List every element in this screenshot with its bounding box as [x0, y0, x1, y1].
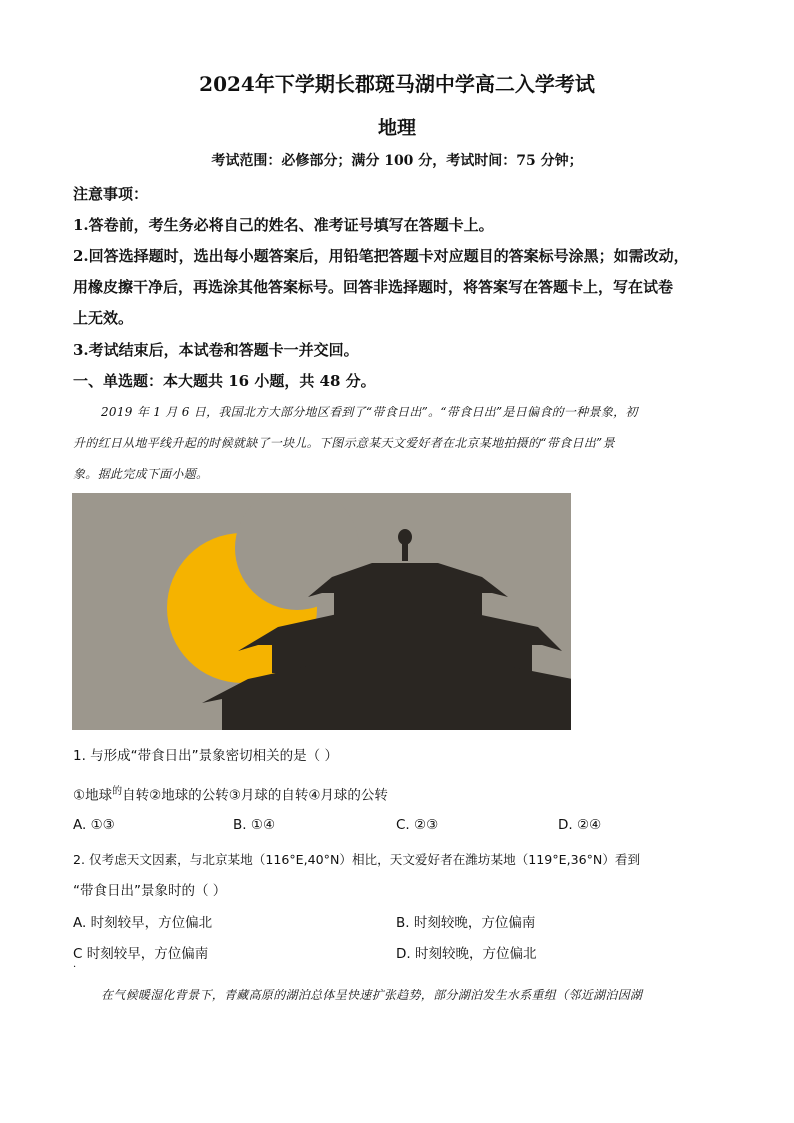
exam-subject: 地理 [377, 117, 416, 139]
passage-line-3: 象。据此完成下面小题。 [73, 467, 209, 481]
exam-title: 2024年下学期长郡斑马湖中学高二入学考试 [199, 72, 595, 96]
stray-mark: · [73, 962, 77, 973]
question-1-items: ①地球$^的$自转②地球的公转③月球的自转④月球的公转 [73, 786, 388, 804]
q2-option-b[interactable]: B. 时刻较晚，方位偏南 [396, 915, 536, 931]
note-item-1: 1.答卷前，考生务必将自己的姓名、准考证号填写在答题卡上。 [73, 216, 494, 234]
section-heading: 一、单选题：本大题共 16 小题，共 48 分。 [73, 372, 376, 390]
q1-option-b[interactable]: B. ①④ [233, 817, 276, 833]
q2-option-a[interactable]: A. 时刻较早，方位偏北 [73, 915, 213, 931]
note-item-2-line-2: 用橡皮擦干净后，再选涂其他答案标号。回答非选择题时，将答案写在答题卡上，写在试卷 [73, 278, 674, 296]
question-2-stem-line-1: 2. 仅考虑天文因素，与北京某地（116°E,40°N）相比，天文爱好者在潍坊某地（119°E,36°N）看到 [73, 852, 641, 867]
exam-meta: 考试范围：必修部分；满分 100 分，考试时间：75 分钟； [211, 153, 583, 169]
question-2-stem-line-2: “带食日出”景象时的（ ） [73, 883, 227, 899]
passage-line-2: 升的红日从地平线升起的时候就缺了一块儿。下图示意某天文爱好者在北京某地拍摄的“带食日出”景 [73, 436, 615, 450]
q1-option-a[interactable]: A. ①③ [73, 817, 115, 833]
question-1-stem: 1. 与形成“带食日出”景象密切相关的是（ ） [73, 748, 338, 764]
eclipse-sunrise-photo [72, 493, 571, 730]
passage-2-line-1: 在气候暖湿化背景下，青藏高原的湖泊总体呈快速扩张趋势，部分湖泊发生水系重组（邻近湖泊因湖 [101, 988, 643, 1002]
q2-option-d[interactable]: D. 时刻较晚，方位偏北 [396, 946, 537, 962]
q2-option-c[interactable]: C 时刻较早，方位偏南 [73, 946, 209, 962]
passage-line-1: 2019 年 1 月 6 日，我国北方大部分地区看到了“带食日出”。“带食日出”是日偏食的一种景象，初 [101, 405, 638, 419]
eclipse-pagoda-image [72, 493, 571, 730]
q1-option-d[interactable]: D. ②④ [558, 817, 602, 833]
note-item-2-line-1: 2.回答选择题时，选出每小题答案后，用铅笔把答题卡对应题目的答案标号涂黑；如需改动， [73, 247, 689, 265]
note-item-2-line-3: 上无效。 [73, 309, 134, 327]
note-item-3: 3.考试结束后，本试卷和答题卡一并交回。 [73, 341, 359, 359]
q1-option-c[interactable]: C. ②③ [396, 817, 439, 833]
notes-heading: 注意事项： [73, 185, 149, 203]
